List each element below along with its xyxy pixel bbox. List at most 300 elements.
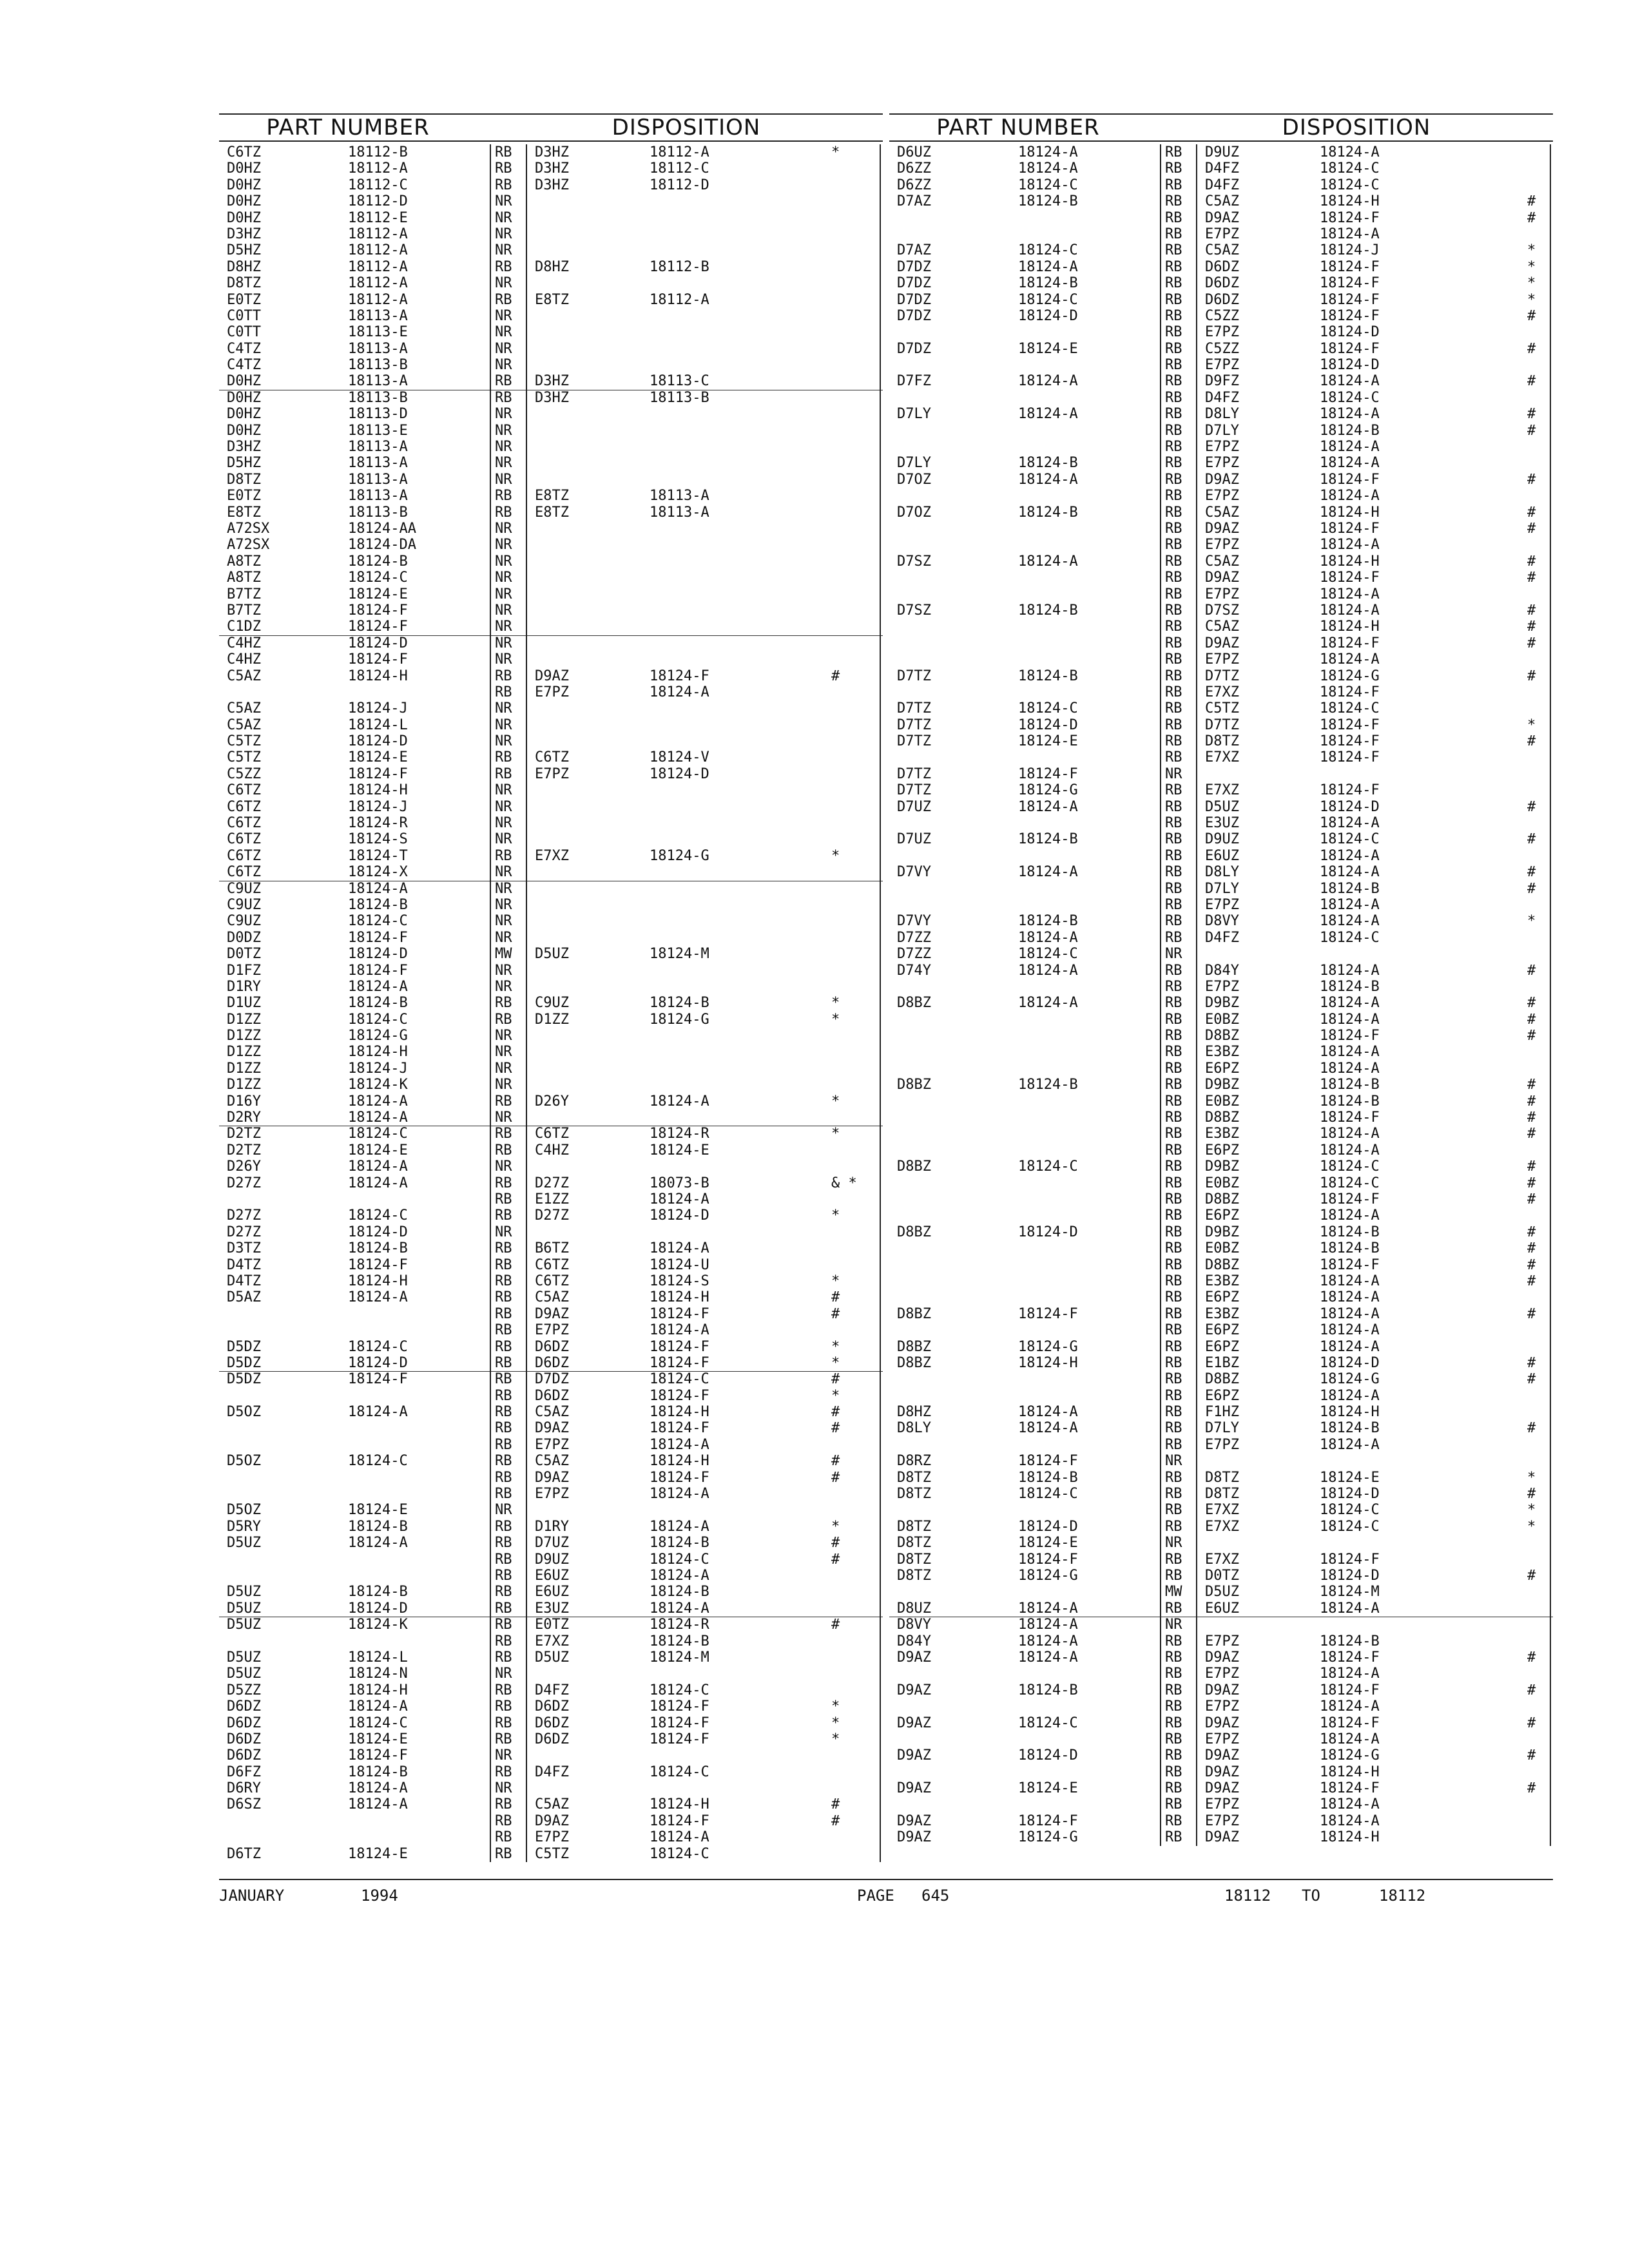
cell-flag: # <box>1527 1093 1536 1110</box>
table-row <box>219 570 883 586</box>
table-row <box>889 1552 1553 1568</box>
cell-rpart: 18124-J <box>1320 242 1380 259</box>
cell-model: A72SX <box>227 520 270 537</box>
table-row <box>889 766 1553 782</box>
cell-part: 18124-A <box>1018 1633 1078 1649</box>
cell-part: 18124-A <box>348 1175 408 1191</box>
cell-code: RB <box>495 1256 512 1273</box>
cell-code: RB <box>1165 455 1182 472</box>
cell-code: NR <box>495 1502 512 1519</box>
cell-code: NR <box>495 471 512 488</box>
cell-rpart: 18124-F <box>650 1715 709 1731</box>
cell-rmodel: D5UZ <box>1205 798 1239 815</box>
cell-part: 18124-A <box>1018 1649 1078 1666</box>
cell-rmodel: D6DZ <box>1205 291 1239 308</box>
cell-part: 18124-E <box>1018 340 1078 357</box>
cell-code: RB <box>1165 1420 1182 1437</box>
cell-code: RB <box>495 1207 512 1224</box>
cell-rmodel: C5ZZ <box>1205 340 1239 357</box>
cell-rpart: 18112-A <box>650 144 709 160</box>
cell-model: D8LY <box>897 1420 931 1437</box>
cell-part: 18124-F <box>1018 1812 1078 1829</box>
cell-part: 18124-B <box>348 896 408 913</box>
cell-rpart: 18124-F <box>650 1731 709 1747</box>
cell-code: RB <box>495 160 512 177</box>
cell-model: D9AZ <box>897 1682 931 1698</box>
cell-code: RB <box>495 1436 512 1453</box>
cell-code: RB <box>495 1518 512 1535</box>
table-row <box>219 226 883 242</box>
cell-rpart: 18124-H <box>1320 619 1380 635</box>
table-row <box>219 635 883 651</box>
cell-model: C5TZ <box>227 733 261 750</box>
cell-rmodel: E7XZ <box>1205 1551 1239 1568</box>
table-row <box>889 1191 1553 1207</box>
cell-model: C4TZ <box>227 340 261 357</box>
cell-model: D2TZ <box>227 1142 261 1158</box>
cell-rmodel: E7PZ <box>1205 1731 1239 1747</box>
table-row <box>219 488 883 504</box>
cell-code: RB <box>495 1338 512 1355</box>
cell-rpart: 18124-C <box>1320 177 1380 193</box>
cell-flag: * <box>831 1715 840 1731</box>
cell-rmodel: E8TZ <box>535 291 569 308</box>
cell-code: NR <box>495 439 512 456</box>
cell-rmodel: E6UZ <box>535 1567 569 1584</box>
cell-code: RB <box>1165 177 1182 193</box>
cell-model: D7UZ <box>897 831 931 848</box>
cell-model: D1RY <box>227 978 261 995</box>
table-row <box>889 815 1553 831</box>
cell-rpart: 18124-A <box>650 1518 709 1535</box>
cell-model: D5OZ <box>227 1453 261 1470</box>
cell-rpart: 18124-F <box>1320 1191 1380 1207</box>
table-row <box>889 684 1553 700</box>
column-divider <box>1196 144 1197 1846</box>
cell-model: D0HZ <box>227 209 261 226</box>
cell-code: RB <box>1165 586 1182 602</box>
table-row <box>889 177 1553 193</box>
cell-code: RB <box>1165 1060 1182 1077</box>
cell-part: 18124-A <box>1018 1617 1078 1633</box>
cell-code: RB <box>495 1731 512 1747</box>
cell-code: RB <box>1165 1682 1182 1698</box>
cell-rpart: 18124-E <box>650 1142 709 1158</box>
table-row <box>219 651 883 668</box>
cell-rpart: 18124-A <box>1320 913 1380 930</box>
cell-code: NR <box>495 324 512 341</box>
cell-rpart: 18124-F <box>1320 258 1380 275</box>
table-row <box>219 1829 883 1845</box>
cell-rpart: 18124-F <box>650 1354 709 1371</box>
cell-code: RB <box>1165 733 1182 750</box>
cell-rpart: 18124-B <box>1320 1420 1380 1437</box>
cell-rmodel: E7PZ <box>1205 651 1239 668</box>
table-row <box>219 668 883 684</box>
cell-model: D1FZ <box>227 962 261 979</box>
cell-code: RB <box>1165 1387 1182 1404</box>
cell-rpart: 18124-A <box>1320 488 1380 505</box>
table-row <box>889 1568 1553 1584</box>
cell-code: RB <box>1165 1256 1182 1273</box>
cell-part: 18112-A <box>348 160 408 177</box>
table-row <box>889 1715 1553 1731</box>
table-row <box>889 881 1553 897</box>
cell-flag: * <box>1527 242 1536 259</box>
cell-code: RB <box>1165 1404 1182 1421</box>
cell-rmodel: D9AZ <box>1205 1715 1239 1731</box>
cell-part: 18113-B <box>348 357 408 374</box>
table-row <box>889 799 1553 815</box>
cell-part: 18124-G <box>1018 1829 1078 1846</box>
cell-rmodel: E3BZ <box>1205 1305 1239 1322</box>
cell-rmodel: D9AZ <box>1205 520 1239 537</box>
cell-flag: # <box>1527 1158 1536 1175</box>
cell-rpart: 18124-A <box>1320 602 1380 619</box>
cell-rpart: 18124-A <box>1320 1812 1380 1829</box>
table-row <box>889 635 1553 651</box>
cell-code: RB <box>1165 504 1182 521</box>
cell-rpart: 18124-B <box>1320 978 1380 995</box>
cell-part: 18124-S <box>348 831 408 848</box>
cell-flag: # <box>1527 995 1536 1012</box>
cell-rmodel: E7PZ <box>1205 455 1239 472</box>
table-row <box>889 1437 1553 1453</box>
cell-rpart: 18112-A <box>650 291 709 308</box>
cell-model: D5AZ <box>227 1289 261 1306</box>
table-row <box>219 930 883 946</box>
table-row <box>219 472 883 488</box>
cell-rpart: 18124-G <box>650 847 709 864</box>
cell-model: D7TZ <box>897 668 931 684</box>
cell-rmodel: D7UZ <box>535 1535 569 1552</box>
cell-model: D7VY <box>897 864 931 881</box>
cell-model: D6DZ <box>227 1698 261 1715</box>
cell-rmodel: E7PZ <box>1205 1633 1239 1649</box>
cell-part: 18124-C <box>348 913 408 930</box>
cell-rpart: 18124-C <box>1320 700 1380 717</box>
cell-model: D8TZ <box>897 1551 931 1568</box>
cell-rpart: 18124-F <box>1320 1682 1380 1698</box>
cell-code: RB <box>1165 619 1182 635</box>
cell-model: C4TZ <box>227 357 261 374</box>
cell-code: NR <box>1165 1617 1182 1633</box>
cell-code: RB <box>1165 995 1182 1012</box>
cell-part: 18124-T <box>348 847 408 864</box>
cell-code: RB <box>1165 1715 1182 1731</box>
cell-code: RB <box>1165 1207 1182 1224</box>
cell-code: NR <box>495 1224 512 1240</box>
cell-rpart: 18124-A <box>1320 1207 1380 1224</box>
cell-part: 18124-G <box>1018 782 1078 799</box>
cell-part: 18124-A <box>348 1535 408 1552</box>
cell-code: RB <box>1165 864 1182 881</box>
table-row <box>889 700 1553 716</box>
table-row <box>889 1289 1553 1305</box>
cell-code: RB <box>1165 258 1182 275</box>
table-row <box>889 210 1553 226</box>
cell-rpart: 18124-C <box>650 1763 709 1780</box>
column-divider <box>490 144 491 1862</box>
table-row <box>219 275 883 291</box>
cell-rmodel: D9FZ <box>1205 373 1239 390</box>
cell-flag: # <box>1527 471 1536 488</box>
cell-rmodel: E0BZ <box>1205 1011 1239 1028</box>
cell-code: RB <box>1165 1731 1182 1747</box>
cell-model: C9UZ <box>227 880 261 897</box>
cell-code: RB <box>1165 1126 1182 1142</box>
table-row <box>889 1142 1553 1158</box>
column-divider <box>1160 144 1161 1846</box>
cell-rmodel: D27Z <box>535 1175 569 1191</box>
cell-part: 18124-C <box>348 570 408 586</box>
cell-code: NR <box>495 913 512 930</box>
table-row <box>219 897 883 913</box>
cell-model: D1ZZ <box>227 1011 261 1028</box>
cell-model: B7TZ <box>227 586 261 602</box>
table-row <box>219 1666 883 1682</box>
cell-part: 18113-B <box>348 389 408 406</box>
table-row <box>219 1731 883 1747</box>
table-row <box>219 995 883 1011</box>
cell-flag: # <box>1527 1110 1536 1126</box>
cell-model: D5DZ <box>227 1338 261 1355</box>
cell-rmodel: D4FZ <box>1205 160 1239 177</box>
cell-model: D7FZ <box>897 373 931 390</box>
cell-rmodel: D6DZ <box>535 1338 569 1355</box>
cell-rmodel: F1HZ <box>1205 1404 1239 1421</box>
cell-rmodel: C5TZ <box>535 1845 569 1862</box>
cell-part: 18124-J <box>348 1060 408 1077</box>
table-row <box>889 1207 1553 1224</box>
cell-flag: # <box>1527 1371 1536 1388</box>
cell-rpart: 18124-A <box>1320 815 1380 832</box>
cell-rpart: 18124-A <box>1320 226 1380 242</box>
table-row <box>219 717 883 733</box>
cell-model: D1UZ <box>227 995 261 1012</box>
cell-code: RB <box>1165 716 1182 733</box>
cell-part: 18113-E <box>348 422 408 439</box>
cell-rmodel: E7PZ <box>535 1436 569 1453</box>
table-row <box>889 439 1553 455</box>
table-row <box>889 1388 1553 1404</box>
cell-rmodel: E7PZ <box>1205 1796 1239 1813</box>
cell-rmodel: E7PZ <box>1205 439 1239 456</box>
table-row <box>889 602 1553 619</box>
cell-rmodel: D7TZ <box>1205 716 1239 733</box>
cell-model: D7ZZ <box>897 946 931 963</box>
cell-part: 18124-D <box>348 1354 408 1371</box>
cell-rpart: 18124-M <box>650 946 709 963</box>
cell-code: RB <box>495 1453 512 1470</box>
cell-part: 18124-F <box>348 1256 408 1273</box>
cell-flag: # <box>1527 406 1536 423</box>
table-row <box>219 1339 883 1355</box>
cell-code: NR <box>1165 946 1182 963</box>
cell-code: RB <box>495 1469 512 1486</box>
cell-model: D6RY <box>227 1780 261 1797</box>
cell-flag: # <box>1527 602 1536 619</box>
table-row <box>219 733 883 749</box>
cell-part: 18113-B <box>348 504 408 521</box>
cell-rpart: 18112-D <box>650 177 709 193</box>
cell-code: RB <box>1165 1028 1182 1044</box>
cell-code: RB <box>1165 471 1182 488</box>
cell-flag: * <box>831 1731 840 1747</box>
cell-flag: * <box>1527 1502 1536 1519</box>
cell-model: D26Y <box>227 1158 261 1175</box>
cell-code: RB <box>495 177 512 193</box>
cell-code: RB <box>1165 144 1182 160</box>
table-row <box>889 963 1553 979</box>
table-row <box>889 1698 1553 1715</box>
table-row <box>219 1747 883 1763</box>
table-row <box>219 505 883 521</box>
cell-code: RB <box>495 144 512 160</box>
cell-code: NR <box>495 700 512 717</box>
cell-model: D27Z <box>227 1207 261 1224</box>
cell-rpart: 18124-A <box>1320 455 1380 472</box>
table-row <box>889 1012 1553 1028</box>
cell-flag: # <box>831 1796 840 1813</box>
cell-flag: * <box>831 1338 840 1355</box>
table-row <box>219 259 883 275</box>
cell-rmodel: E7PZ <box>535 684 569 700</box>
cell-rmodel: D26Y <box>535 1093 569 1110</box>
table-row <box>219 979 883 995</box>
cell-part: 18124-B <box>348 1240 408 1257</box>
cell-code: RB <box>1165 1338 1182 1355</box>
cell-code: RB <box>495 1845 512 1862</box>
table-row <box>219 1519 883 1535</box>
cell-model: C5AZ <box>227 700 261 717</box>
cell-rpart: 18124-M <box>650 1649 709 1666</box>
table-row <box>889 390 1553 406</box>
cell-rmodel: E7XZ <box>1205 1502 1239 1519</box>
table-row <box>219 341 883 357</box>
cell-code: RB <box>1165 1191 1182 1207</box>
cell-code: RB <box>1165 815 1182 832</box>
cell-model: D8TZ <box>897 1567 931 1584</box>
cell-part: 18124-B <box>348 995 408 1012</box>
cell-rpart: 18124-S <box>650 1273 709 1289</box>
cell-code: NR <box>1165 1453 1182 1470</box>
cell-model: D7TZ <box>897 700 931 717</box>
cell-code: RB <box>1165 1518 1182 1535</box>
cell-part: 18112-A <box>348 275 408 292</box>
cell-part: 18124-B <box>348 1763 408 1780</box>
cell-model: D0HZ <box>227 406 261 423</box>
cell-model: C6TZ <box>227 864 261 881</box>
left-header <box>219 113 883 142</box>
table-row <box>889 979 1553 995</box>
cell-model: D6TZ <box>227 1845 261 1862</box>
cell-model: D5OZ <box>227 1404 261 1421</box>
cell-code: NR <box>495 520 512 537</box>
table-row <box>219 308 883 324</box>
cell-code: NR <box>495 896 512 913</box>
cell-code: RB <box>1165 307 1182 324</box>
cell-code: NR <box>495 455 512 472</box>
cell-rpart: 18124-A <box>650 684 709 700</box>
cell-code: RB <box>495 1486 512 1503</box>
cell-model: D7TZ <box>897 782 931 799</box>
cell-rmodel: D9AZ <box>1205 209 1239 226</box>
cell-code: RB <box>1165 291 1182 308</box>
cell-rmodel: D3HZ <box>535 389 569 406</box>
cell-code: NR <box>495 275 512 292</box>
table-row <box>889 242 1553 258</box>
footer-page-label: PAGE <box>857 1887 894 1905</box>
cell-rmodel: E3BZ <box>1205 1273 1239 1289</box>
cell-code: RB <box>495 1404 512 1421</box>
table-row <box>219 1682 883 1698</box>
cell-part: 18124-A <box>1018 929 1078 946</box>
cell-rmodel: D7SZ <box>1205 602 1239 619</box>
cell-rpart: 18124-A <box>1320 1044 1380 1061</box>
cell-rmodel: E8TZ <box>535 504 569 521</box>
table-row <box>889 651 1553 668</box>
cell-rmodel: E7PZ <box>1205 537 1239 553</box>
cell-code: RB <box>1165 1044 1182 1061</box>
cell-code: NR <box>495 602 512 619</box>
cell-code: MW <box>495 946 512 963</box>
cell-flag: * <box>831 1126 840 1142</box>
cell-code: RB <box>1165 929 1182 946</box>
cell-flag: # <box>1527 1486 1536 1503</box>
cell-model: D7VY <box>897 913 931 930</box>
cell-rmodel: D9AZ <box>1205 1747 1239 1764</box>
footer-page-number: 645 <box>921 1887 950 1905</box>
table-row <box>219 963 883 979</box>
cell-part: 18124-C <box>348 1011 408 1028</box>
table-row <box>219 1568 883 1584</box>
cell-part: 18124-B <box>1018 831 1078 848</box>
cell-model: D7TZ <box>897 733 931 750</box>
cell-code: RB <box>495 1600 512 1617</box>
cell-model: D6FZ <box>227 1763 261 1780</box>
table-row <box>219 1077 883 1093</box>
cell-rmodel: C6TZ <box>535 1256 569 1273</box>
cell-model: C6TZ <box>227 782 261 799</box>
cell-model: D5DZ <box>227 1371 261 1388</box>
cell-rmodel: D8TZ <box>1205 733 1239 750</box>
cell-flag: # <box>1527 209 1536 226</box>
cell-rpart: 18124-C <box>1320 929 1380 946</box>
cell-rpart: 18124-D <box>1320 1486 1380 1503</box>
table-row <box>889 1273 1553 1289</box>
table-row <box>219 1552 883 1568</box>
cell-code: RB <box>495 749 512 766</box>
cell-flag: * <box>1527 258 1536 275</box>
cell-rmodel: E7XZ <box>535 847 569 864</box>
table-row <box>219 1388 883 1404</box>
cell-model: D8RZ <box>897 1453 931 1470</box>
cell-part: 18124-A <box>348 978 408 995</box>
cell-flag: * <box>831 847 840 864</box>
cell-model: D7LY <box>897 455 931 472</box>
table-row <box>219 1796 883 1812</box>
cell-model: E0TZ <box>227 488 261 505</box>
cell-rmodel: E6PZ <box>1205 1060 1239 1077</box>
cell-code: RB <box>1165 537 1182 553</box>
cell-code: RB <box>1165 1240 1182 1257</box>
cell-part: 18124-C <box>1018 1486 1078 1503</box>
table-row <box>219 815 883 831</box>
cell-rpart: 18113-B <box>650 389 709 406</box>
cell-flag: * <box>1527 1469 1536 1486</box>
cell-rmodel: E7PZ <box>535 1322 569 1339</box>
